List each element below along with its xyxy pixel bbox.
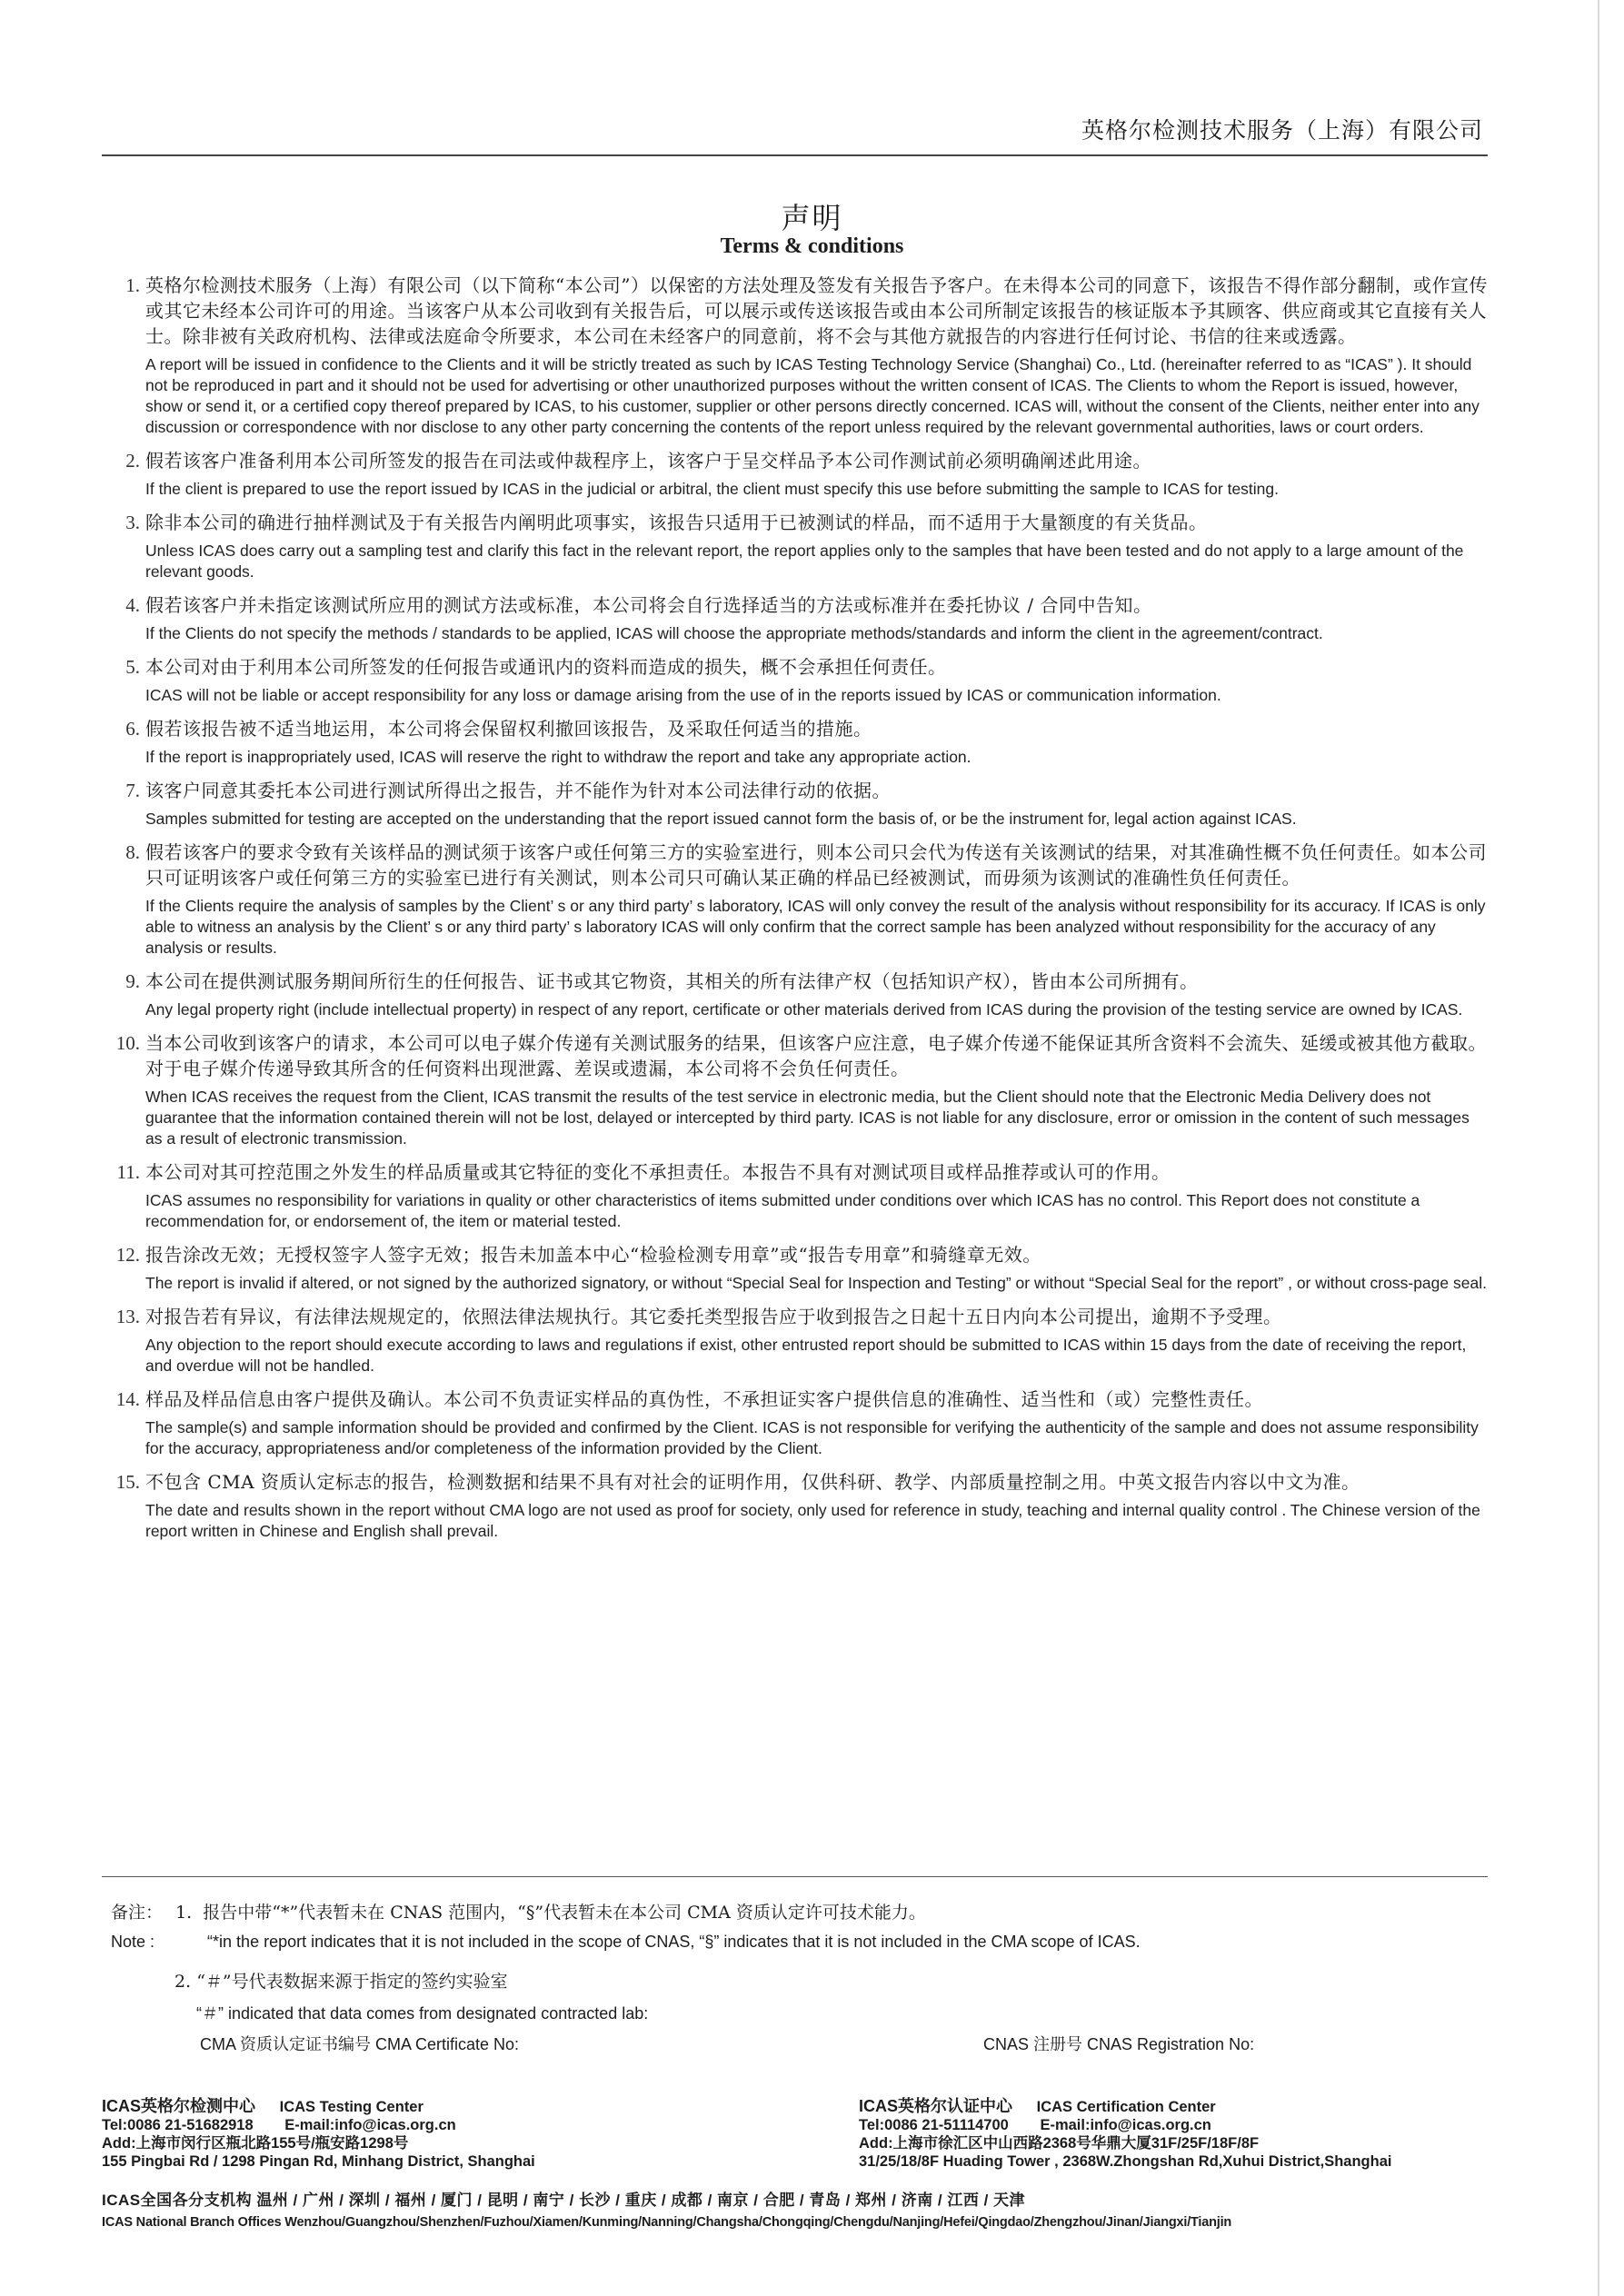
cnas-registration-label: CNAS 注册号 CNAS Registration No: bbox=[983, 2035, 1255, 2053]
term-item bbox=[107, 716, 1488, 768]
header-divider bbox=[102, 154, 1488, 156]
term-text-cn: 除非本公司的确进行抽样测试及于有关报告内阐明此项事实，该报告只适用于已被测试的样品，而不适用于大量额度的有关货品。 bbox=[145, 512, 1208, 533]
term-text-en: If the report is inappropriately used, ICAS will reserve the right to withdraw the report and take any appropriate action. bbox=[145, 748, 971, 766]
term-item bbox=[107, 1242, 1488, 1294]
term-item bbox=[107, 1387, 1488, 1459]
term-number: 2. bbox=[125, 450, 140, 472]
term-number: 7. bbox=[125, 780, 140, 801]
term-text-cn: 当本公司收到该客户的请求，本公司可以电子媒介传递有关测试服务的结果，但该客户应注意，电子媒介传递不能保证其所含资料不会流失、延缓或被其他方截取。对于电子媒介传递导致其所含的任何资料出现泄露、差误或遗漏，本公司将不会负任何责任。 bbox=[145, 1032, 1487, 1079]
company-header: 英格尔检测技术服务（上海）有限公司 bbox=[1081, 117, 1483, 144]
branch-offices-cn: ICAS全国各分支机构 温州 / 广州 / 深圳 / 福州 / 厦门 / 昆明 / 南宁 / 长沙 / 重庆 / 成都 / 南京 / 合肥 / 青岛 / 郑州 / 济南 / 江西 / 天津 bbox=[102, 2192, 1026, 2209]
term-text-cn: 本公司在提供测试服务期间所衍生的任何报告、证书或其它物资，其相关的所有法律产权（包括知识产权），皆由本公司所拥有。 bbox=[145, 970, 1199, 992]
term-number: 3. bbox=[125, 512, 140, 533]
testing-center-name: ICAS Testing Center bbox=[279, 2099, 423, 2115]
page-title-en: Terms & conditions bbox=[720, 234, 904, 258]
cma-certificate-label: CMA 资质认定证书编号 CMA Certificate No: bbox=[200, 2035, 520, 2053]
testing-center-address-cn: Add:上海市闵行区瓶北路155号/瓶安路1298号 bbox=[102, 2135, 409, 2152]
term-item bbox=[107, 1304, 1488, 1377]
note-1-cn-row bbox=[111, 1899, 926, 1923]
term-item bbox=[107, 969, 1488, 1020]
term-number: 15. bbox=[115, 1471, 140, 1493]
term-text-en: If the client is prepared to use the report issued by ICAS in the judicial or arbitral, the client must specify this use before submitting the sample to ICAS for testing. bbox=[145, 480, 1280, 498]
term-text-en: When ICAS receives the request from the Client, ICAS transmit the results of the test service in electronic media, but the Client should note that the Electronic Media Delivery does not guarantee that the information contained therein will not be lost, delayed or intercepted by third party. ICAS is not liable for any disclosure, error or omission in the content of such messages as a result of electronic transmission. bbox=[145, 1088, 1470, 1148]
term-text-cn: 该客户同意其委托本公司进行测试所得出之报告，并不能作为针对本公司法律行动的依据。 bbox=[145, 780, 891, 801]
note-2-number: 2. bbox=[174, 1972, 192, 1992]
term-text-en: Samples submitted for testing are accepted on the understanding that the report issued cannot form the basis of, or be the instrument for, legal action against ICAS. bbox=[145, 810, 1297, 828]
term-number: 10. bbox=[115, 1032, 140, 1054]
term-number: 13. bbox=[115, 1306, 140, 1327]
term-text-en: ICAS assumes no responsibility for variations in quality or other characteristics of items submitted under conditions over which ICAS has no control. This Report does not constitute a recommendation for, or endorsement of, the item or material tested. bbox=[145, 1191, 1420, 1230]
term-text-cn: 对报告若有异议，有法律法规规定的，依照法律法规执行。其它委托类型报告应于收到报告之日起十五日内向本公司提出，逾期不予受理。 bbox=[145, 1306, 1282, 1327]
terms-list bbox=[107, 273, 1488, 1552]
branch-offices-en: ICAS National Branch Offices Wenzhou/Guangzhou/Shenzhen/Fuzhou/Xiamen/Kunming/Nanning/Changsha/Chongqing/Chengdu/Nanjing/Hefei/Qingdao/Zhengzhou/Jinan/Jiangxi/Tianjin bbox=[102, 2215, 1232, 2230]
term-text-en: The sample(s) and sample information should be provided and confirmed by the Client. ICAS is not responsible for verifying the authenticity of the sample and does not assume responsibility for the accuracy, appropriateness and/or completeness of the information provided by the Client. bbox=[145, 1418, 1479, 1457]
term-text-cn: 样品及样品信息由客户提供及确认。本公司不负责证实样品的真伪性，不承担证实客户提供信息的准确性、适当性和（或）完整性责任。 bbox=[145, 1388, 1263, 1410]
note-1-text-cn: 报告中带“*”代表暂未在 CNAS 范围内，“§”代表暂未在本公司 CMA 资质认定许可技术能力。 bbox=[203, 1903, 926, 1923]
term-number: 11. bbox=[116, 1161, 140, 1183]
term-item bbox=[107, 778, 1488, 830]
cert-center-address-cn: Add:上海市徐汇区中山西路2368号华鼎大厦31F/25F/18F/8F bbox=[859, 2135, 1260, 2152]
term-text-cn: 假若该客户准备利用本公司所签发的报告在司法或仲裁程序上，该客户于呈交样品予本公司作测试前必须明确阐述此用途。 bbox=[145, 450, 1151, 472]
cert-center-email[interactable]: E-mail:info@icas.org.cn bbox=[1040, 2117, 1211, 2133]
term-item bbox=[107, 510, 1488, 582]
note-2-text-cn: “＃”号代表数据来源于指定的签约实验室 bbox=[196, 1972, 508, 1992]
term-text-en: Unless ICAS does carry out a sampling test and clarify this fact in the relevant report, the report applies only to the samples that have been tested and do not apply to a large amount of the relevant goods. bbox=[145, 542, 1464, 581]
term-item bbox=[107, 448, 1488, 500]
note-1-text-en: “*in the report indicates that it is not included in the scope of CNAS, “§” indicates that it is not included in the CMA scope of ICAS. bbox=[207, 1933, 1141, 1951]
term-item bbox=[107, 592, 1488, 644]
term-item bbox=[107, 1469, 1488, 1542]
testing-center-tel: Tel:0086 21-51682918 bbox=[102, 2117, 254, 2133]
note-1-en-row bbox=[111, 1932, 1141, 1952]
term-number: 1. bbox=[125, 274, 140, 296]
testing-center-email[interactable]: E-mail:info@icas.org.cn bbox=[284, 2117, 456, 2133]
term-number: 14. bbox=[115, 1388, 140, 1410]
term-number: 4. bbox=[125, 594, 140, 616]
term-number: 5. bbox=[125, 656, 140, 678]
term-item bbox=[107, 1030, 1488, 1149]
term-text-en: Any legal property right (include intellectual property) in respect of any report, certificate or other materials derived from ICAS during the provision of the testing service are owned by ICAS. bbox=[145, 1000, 1463, 1019]
term-text-cn: 不包含 CMA 资质认定标志的报告，检测数据和结果不具有对社会的证明作用，仅供科研、教学、内部质量控制之用。中英文报告内容以中文为准。 bbox=[145, 1471, 1360, 1493]
term-text-en: A report will be issued in confidence to the Clients and it will be strictly treated as such by ICAS Testing Technology Service (Shanghai) Co., Ltd. (hereinafter referred to as “ICAS” ). It should not be reproduced in part and it should not be used for advertising or other unauthorized purposes without the written consent of ICAS. The Clients to whom the Report is issued, however, show or send it, or a certified copy thereof prepared by ICAS, to his customer, supplier or other persons directly concerned. ICAS will, without the consent of the Clients, neither enter into any discussion or correspondence with nor disclose to any other party concerning the contents of the report unless required by the relevant governmental authorities, laws or court orders. bbox=[145, 355, 1480, 436]
term-item bbox=[107, 654, 1488, 706]
cert-center-brand: ICAS英格尔认证中心 bbox=[859, 2097, 1013, 2115]
term-number: 8. bbox=[125, 841, 140, 863]
footer-divider bbox=[102, 1876, 1488, 1877]
testing-center-address-en: 155 Pingbai Rd / 1298 Pingan Rd, Minhang District, Shanghai bbox=[102, 2153, 535, 2170]
note-2-text-en: “＃” indicated that data comes from designated contracted lab: bbox=[196, 2004, 649, 2023]
term-text-cn: 本公司对由于利用本公司所签发的任何报告或通讯内的资料而造成的损失，概不会承担任何责任。 bbox=[145, 656, 947, 678]
term-text-en: Any objection to the report should execute according to laws and regulations if exist, other entrusted report should be submitted to ICAS within 15 days from the date of receiving the report, and overdue will not be handled. bbox=[145, 1336, 1467, 1375]
note-1-number: 1. bbox=[175, 1903, 193, 1923]
cert-center-address-en: 31/25/18/8F Huading Tower , 2368W.Zhongshan Rd,Xuhui District,Shanghai bbox=[859, 2153, 1392, 2170]
term-number: 9. bbox=[125, 970, 140, 992]
term-number: 6. bbox=[125, 718, 140, 740]
cert-center-tel: Tel:0086 21-51114700 bbox=[859, 2117, 1009, 2133]
testing-center-block bbox=[102, 2097, 535, 2171]
term-item bbox=[107, 840, 1488, 959]
term-item bbox=[107, 1159, 1488, 1232]
page-title-cn: 声明 bbox=[781, 201, 843, 235]
note-2-cn-row bbox=[174, 1968, 508, 1993]
term-text-cn: 假若该客户的要求令致有关该样品的测试须于该客户或任何第三方的实验室进行，则本公司只会代为传送有关该测试的结果，对其准确性概不负任何责任。如本公司只可证明该客户或任何第三方的实验室已进行有关测试，则本公司只可确认某正确的样品已经被测试，而毋须为该测试的准确性负任何责任。 bbox=[145, 841, 1487, 889]
term-number: 12. bbox=[115, 1244, 140, 1266]
scan-edge-line bbox=[1598, 0, 1599, 2296]
term-text-en: If the Clients do not specify the methods / standards to be applied, ICAS will choose the appropriate methods/standards and inform the client in the agreement/contract. bbox=[145, 624, 1323, 642]
term-text-cn: 假若该报告被不适当地运用，本公司将会保留权利撤回该报告，及采取任何适当的措施。 bbox=[145, 718, 872, 740]
term-text-cn: 假若该客户并未指定该测试所应用的测试方法或标准，本公司将会自行选择适当的方法或标准并在委托协议 / 合同中告知。 bbox=[145, 594, 1152, 616]
note-label-en: Note : bbox=[111, 1933, 155, 1951]
term-item bbox=[107, 273, 1488, 438]
cert-center-name: ICAS Certification Center bbox=[1036, 2099, 1216, 2115]
term-text-en: The date and results shown in the report without CMA logo are not used as proof for society, only used for reference in study, teaching and internal quality control . The Chinese version of the report written in Chinese and English shall prevail. bbox=[145, 1501, 1480, 1540]
term-text-en: ICAS will not be liable or accept responsibility for any loss or damage arising from the use of in the reports issued by ICAS or communication information. bbox=[145, 686, 1221, 704]
note-label-cn: 备注： bbox=[111, 1903, 164, 1923]
term-text-cn: 英格尔检测技术服务（上海）有限公司（以下简称“本公司”）以保密的方法处理及签发有关报告予客户。在未得本公司的同意下，该报告不得作部分翻制，或作宣传或其它未经本公司许可的用途。当该客户从本公司收到有关报告后，可以展示或传送该报告或由本公司所制定该报告的核证版本予其顾客、供应商或其它直接有关人士。除非被有关政府机构、法律或法庭命令所要求，本公司在未经客户的同意前，将不会与其他方就报告的内容进行任何讨论、书信的往来或透露。 bbox=[145, 274, 1488, 347]
cert-center-block bbox=[859, 2097, 1391, 2171]
term-text-cn: 本公司对其可控范围之外发生的样品质量或其它特征的变化不承担责任。本报告不具有对测试项目或样品推荐或认可的作用。 bbox=[145, 1161, 1171, 1183]
term-text-en: If the Clients require the analysis of samples by the Client’ s or any third party’ s laboratory, ICAS will only convey the result of the analysis without responsibility for its accuracy. If ICAS is only able to witness an analysis by the Client’ s or any third party’ s laboratory ICAS will only confirm that the correct sample has been analyzed without responsibility for the accuracy of any analysis or results. bbox=[145, 897, 1486, 957]
testing-center-brand: ICAS英格尔检测中心 bbox=[102, 2097, 256, 2115]
term-text-en: The report is invalid if altered, or not signed by the authorized signatory, or without “Special Seal for Inspection and Testing” or without “Special Seal for the report” , or without cross-page seal. bbox=[145, 1274, 1487, 1292]
term-text-cn: 报告涂改无效；无授权签字人签字无效；报告未加盖本中心“检验检测专用章”或“报告专用章”和骑缝章无效。 bbox=[145, 1244, 1041, 1266]
branch-offices bbox=[102, 2190, 1488, 2233]
